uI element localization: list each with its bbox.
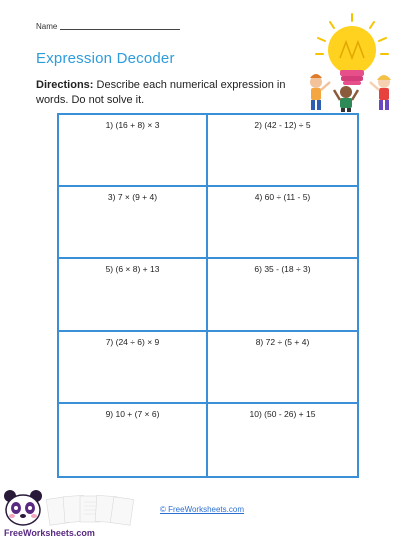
logo-text: FreeWorksheets.com [4,528,95,538]
directions [36,78,306,108]
problem-cell: 8) 72 ÷ (5 + 4) [208,332,357,404]
problem-cell: 3) 7 × (9 + 4) [59,187,208,259]
panda-logo-icon [0,488,150,539]
problem-cell: 6) 35 - (18 ÷ 3) [208,259,357,331]
problem-cell: 1) (16 + 8) × 3 [59,115,208,187]
directions-text: Describe each numerical expression in words. Do not solve it. [36,79,286,106]
name-label: Name [36,22,58,31]
footer-link[interactable]: © FreeWorksheets.com [160,505,244,514]
problem-cell: 5) (6 × 8) + 13 [59,259,208,331]
directions-label: Directions: [36,79,94,91]
page-title: Expression Decoder [36,50,175,67]
name-input-line [60,29,180,30]
problem-grid [57,113,359,478]
lightbulb-kids-icon [300,12,400,112]
problem-cell: 10) (50 - 26) + 15 [249,408,316,419]
problem-cell: 9) 10 + (7 × 6) [59,404,208,476]
problem-cell: 2) (42 - 12) ÷ 5 [208,115,357,187]
name-row [36,22,180,31]
problem-cell: 7) (24 ÷ 6) × 9 [59,332,208,404]
problem-cell: 4) 60 ÷ (11 - 5) [208,187,357,259]
